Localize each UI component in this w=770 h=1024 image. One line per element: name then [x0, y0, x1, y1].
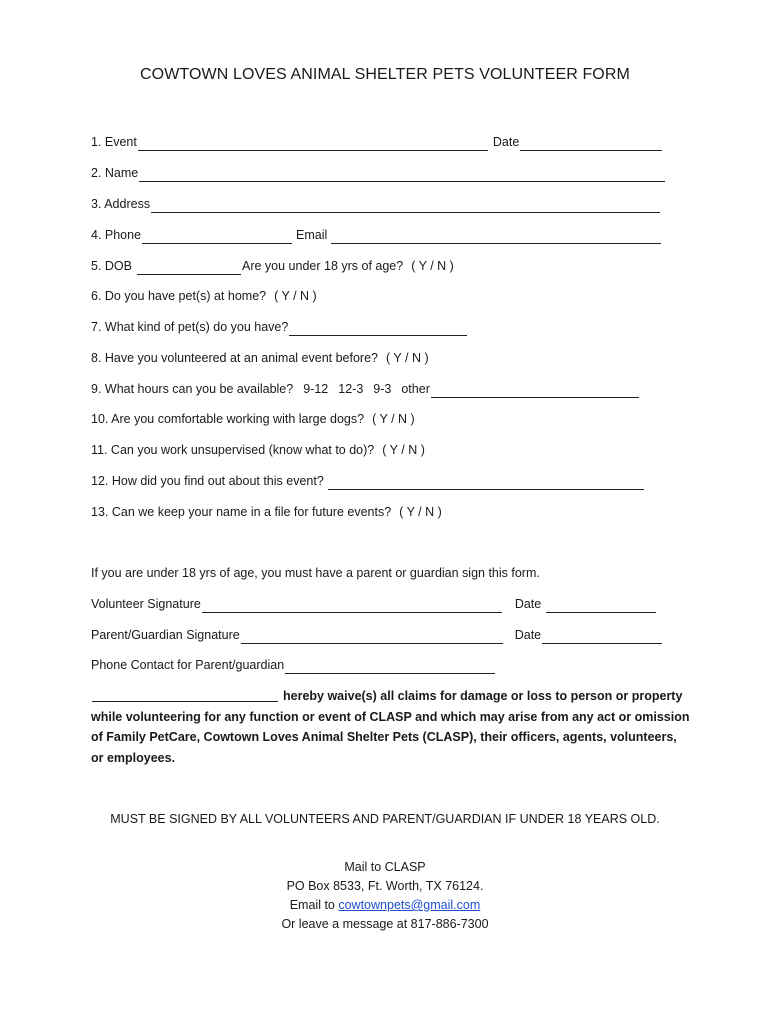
- volunteer-date-label: Date: [514, 597, 542, 611]
- form-title: COWTOWN LOVES ANIMAL SHELTER PETS VOLUNTEER FORM: [140, 66, 630, 83]
- address-row: [91, 195, 661, 213]
- under-18-options[interactable]: ( Y / N ): [411, 259, 454, 273]
- keep-name-options[interactable]: ( Y / N ): [399, 505, 442, 519]
- address-label: 3. Address: [91, 197, 151, 211]
- phone-field[interactable]: [142, 230, 292, 244]
- under-18-question: Are you under 18 yrs of age?: [242, 259, 404, 273]
- hours-option-other[interactable]: other: [401, 382, 430, 396]
- large-dogs-options[interactable]: ( Y / N ): [372, 412, 415, 426]
- hours-option-9-3[interactable]: 9-3: [373, 382, 392, 396]
- hours-row: [91, 380, 640, 398]
- unsupervised-question: 11. Can you work unsupervised (know what to do)?: [91, 443, 375, 457]
- dob-label: 5. DOB: [91, 259, 132, 273]
- pet-kind-field[interactable]: [289, 322, 467, 336]
- mail-to-line: Mail to CLASP: [344, 860, 426, 874]
- name-label: 2. Name: [91, 166, 139, 180]
- phone-row: [91, 226, 662, 244]
- must-sign-notice: MUST BE SIGNED BY ALL VOLUNTEERS AND PARENT/GUARDIAN IF UNDER 18 YEARS OLD.: [110, 812, 660, 826]
- email-link[interactable]: cowtownpets@gmail.com: [338, 898, 481, 912]
- address-field[interactable]: [151, 199, 660, 213]
- guardian-phone-row: [91, 656, 496, 674]
- find-out-row: [91, 472, 645, 490]
- hours-option-12-3[interactable]: 12-3: [338, 382, 364, 396]
- email-field[interactable]: [331, 230, 661, 244]
- pet-kind-row: [91, 318, 468, 336]
- guardian-signature-row: [91, 626, 663, 644]
- volunteer-date-field[interactable]: [546, 599, 656, 613]
- email-prefix: Email to: [289, 898, 335, 912]
- waiver-name-field[interactable]: [92, 688, 278, 702]
- event-label: 1. Event: [91, 135, 137, 149]
- po-box-line: PO Box 8533, Ft. Worth, TX 76124.: [286, 879, 484, 893]
- volunteered-before-question: 8. Have you volunteered at an animal event before?: [91, 351, 378, 365]
- pets-home-question: 6. Do you have pet(s) at home?: [91, 289, 267, 303]
- hours-option-9-12[interactable]: 9-12: [303, 382, 329, 396]
- event-field[interactable]: [138, 137, 488, 151]
- guardian-signature-label: Parent/Guardian Signature: [91, 628, 240, 642]
- keep-name-question: 13. Can we keep your name in a file for future events?: [91, 505, 392, 519]
- event-row: [91, 133, 663, 151]
- hours-other-field[interactable]: [431, 384, 639, 398]
- guardian-phone-field[interactable]: [285, 660, 495, 674]
- pets-home-row: [91, 287, 317, 305]
- volunteer-signature-label: Volunteer Signature: [91, 597, 201, 611]
- find-out-field[interactable]: [328, 476, 644, 490]
- email-line: [0, 896, 770, 915]
- guardian-phone-label: Phone Contact for Parent/guardian: [91, 658, 285, 672]
- unsupervised-options[interactable]: ( Y / N ): [382, 443, 425, 457]
- hours-question: 9. What hours can you be available?: [91, 382, 294, 396]
- minor-notice: If you are under 18 yrs of age, you must have a parent or guardian sign this form.: [91, 566, 540, 580]
- volunteer-signature-field[interactable]: [202, 599, 502, 613]
- phone-label: 4. Phone: [91, 228, 142, 242]
- waiver-text: hereby waive(s) all claims for damage or loss to person or property while volunteering for any function or event of CLASP and which may arise from any act or omission of Family PetCare, Cowtown Loves Animal Shelter Pets (CLASP), their officers, agents, volunteers, or employees.: [91, 689, 690, 765]
- pet-kind-question: 7. What kind of pet(s) do you have?: [91, 320, 289, 334]
- email-label: Email: [296, 228, 328, 242]
- pets-home-options[interactable]: ( Y / N ): [274, 289, 317, 303]
- volunteered-before-row: [91, 349, 429, 367]
- guardian-date-label: Date: [514, 628, 542, 642]
- volunteered-before-options[interactable]: ( Y / N ): [386, 351, 429, 365]
- name-field[interactable]: [139, 168, 665, 182]
- large-dogs-row: [91, 410, 415, 428]
- find-out-question: 12. How did you find out about this event?: [91, 474, 324, 488]
- dob-row: [91, 257, 454, 275]
- guardian-date-field[interactable]: [542, 630, 662, 644]
- unsupervised-row: [91, 441, 425, 459]
- event-date-label: Date: [492, 135, 520, 149]
- keep-name-row: [91, 503, 442, 521]
- dob-field[interactable]: [137, 261, 241, 275]
- message-line: Or leave a message at 817-886-7300: [281, 917, 489, 931]
- volunteer-signature-row: [91, 595, 657, 613]
- name-row: [91, 164, 666, 182]
- event-date-field[interactable]: [520, 137, 662, 151]
- waiver-paragraph: [91, 686, 691, 768]
- guardian-signature-field[interactable]: [241, 630, 503, 644]
- large-dogs-question: 10. Are you comfortable working with large dogs?: [91, 412, 365, 426]
